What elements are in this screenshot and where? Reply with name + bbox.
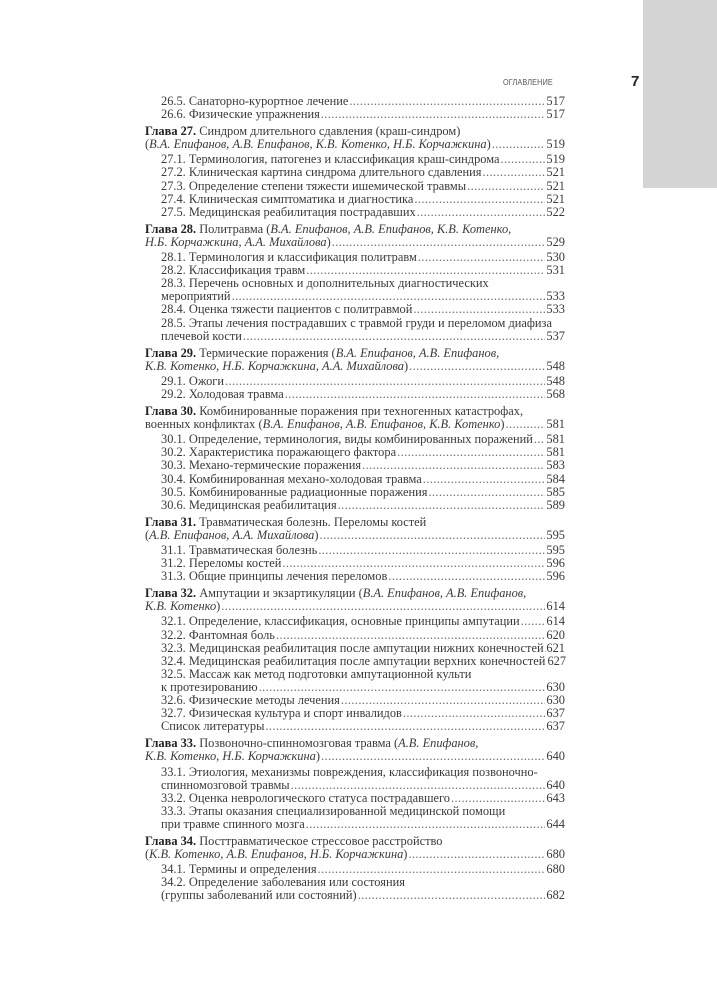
toc-text	[161, 889, 357, 902]
dot-leader	[534, 433, 546, 446]
dot-leader	[265, 720, 545, 733]
title-text: плечевой кости	[161, 328, 242, 343]
dot-leader	[409, 360, 545, 373]
toc-text	[161, 499, 337, 512]
dot-leader	[417, 206, 546, 219]
page-ref: 568	[546, 386, 565, 401]
authors-text: В.А. Епифанов, А.В. Епифанов, К.В. Котенко,	[270, 221, 512, 236]
section-entry[interactable]	[145, 720, 565, 733]
authors-text: А.В. Епифанов,	[398, 736, 479, 751]
toc-text	[161, 206, 416, 219]
title-text: 27.3. Определение степени тяжести ишемической травмы	[161, 178, 467, 193]
toc-line	[161, 206, 565, 219]
chapter-entry[interactable]	[145, 223, 565, 249]
chapter-label: Глава 33.	[145, 736, 197, 751]
section-entry[interactable]	[145, 805, 565, 831]
title-text: )	[326, 234, 331, 249]
page-ref: 637	[546, 719, 565, 734]
page-ref: 519	[546, 137, 565, 152]
dot-leader	[221, 600, 545, 613]
page-ref: 596	[546, 556, 565, 571]
page-ref: 596	[546, 569, 565, 584]
title-text: 27.1. Терминология, патогенез и классификация краш-синдрома	[161, 152, 500, 167]
chapter-label: Глава 29.	[145, 345, 197, 360]
authors-text: К.В. Котенко, Н.Б. Корчажкина	[145, 749, 316, 764]
section-entry[interactable]	[145, 388, 565, 401]
page-ref: 581	[546, 432, 565, 447]
page-ref: 531	[546, 263, 565, 278]
page-ref: 581	[546, 445, 565, 460]
toc-line	[145, 848, 565, 861]
chapter-label: Глава 27.	[145, 124, 197, 139]
title-text: (	[145, 527, 150, 542]
dot-leader	[467, 180, 545, 193]
toc-line	[161, 570, 565, 583]
page-ref: 637	[546, 706, 565, 721]
dot-leader	[285, 388, 546, 401]
dot-leader	[501, 153, 546, 166]
title-text: 34.1. Термины и определения	[161, 862, 317, 877]
toc-text	[161, 570, 387, 583]
page-ref: 585	[546, 484, 565, 499]
toc-text	[161, 330, 242, 343]
toc-text	[145, 600, 220, 613]
page-ref: 630	[546, 679, 565, 694]
dot-leader	[318, 544, 545, 557]
chapter-entry[interactable]	[145, 835, 565, 861]
title-text: (	[145, 847, 150, 862]
toc-line	[161, 388, 565, 401]
chapter-entry[interactable]	[145, 587, 565, 613]
page-ref: 584	[546, 471, 565, 486]
title-text: при травме спинного мозга	[161, 816, 305, 831]
toc-text	[145, 848, 407, 861]
toc-line	[145, 750, 565, 763]
page-ref: 614	[546, 614, 565, 629]
authors-text: А.В. Епифанов, А.А. Михайлова	[149, 527, 315, 542]
title-text: 29.1. Ожоги	[161, 373, 224, 388]
dot-leader	[388, 570, 545, 583]
title-text: 27.5. Медицинская реабилитация пострадавших	[161, 204, 416, 219]
chapter-label: Глава 28.	[145, 221, 197, 236]
title-text: 28.5. Этапы лечения пострадавших с травмой груди и переломом диафиза	[161, 315, 552, 330]
title-text: Список литературы	[161, 719, 265, 734]
toc-line	[161, 499, 565, 512]
toc-line	[161, 108, 565, 121]
chapter-entry[interactable]	[145, 347, 565, 373]
title-text: Ампутации и экзартикуляции (	[196, 586, 363, 601]
page-ref: 529	[546, 234, 565, 249]
page-ref: 517	[546, 94, 565, 108]
title-text: к протезированию	[161, 679, 258, 694]
title-text: 29.2. Холодовая травма	[161, 386, 284, 401]
title-text: 30.3. Механо-термические поражения	[161, 458, 362, 473]
chapter-group	[145, 223, 565, 343]
section-entry[interactable]	[145, 499, 565, 512]
title-text: 32.4. Медицинская реабилитация после ампутации верхних конечностей	[161, 653, 546, 668]
toc-text	[161, 388, 284, 401]
title-text: Травматическая болезнь. Переломы костей	[196, 514, 427, 529]
title-text: Комбинированные поражения при техногенных катастрофах,	[196, 404, 524, 419]
title-text: (группы заболеваний или состояний)	[161, 888, 357, 903]
toc-text	[161, 720, 264, 733]
dot-leader	[414, 193, 545, 206]
page-ref: 614	[546, 599, 565, 614]
authors-text: В.А. Епифанов, А.В. Епифанов,	[362, 586, 527, 601]
chapter-group	[145, 587, 565, 733]
toc-line	[145, 236, 565, 249]
dot-leader	[403, 707, 545, 720]
chapter-entry[interactable]	[145, 516, 565, 542]
dot-leader	[521, 615, 546, 628]
title-text: 32.6. Физические методы лечения	[161, 693, 340, 708]
title-text: 28.2. Классификация травм	[161, 263, 306, 278]
page-ref: 548	[546, 373, 565, 388]
page-ref: 537	[546, 328, 565, 343]
dot-leader	[306, 818, 546, 831]
title-text: 33.2. Оценка неврологического статуса пострадавшего	[161, 790, 451, 805]
title-text: Термические поражения (	[196, 345, 336, 360]
toc-line	[145, 529, 565, 542]
dot-leader	[423, 473, 546, 486]
title-text: 26.5. Санаторно-курортное лечение	[161, 94, 349, 108]
dot-leader	[483, 166, 546, 179]
dot-leader	[321, 750, 545, 763]
section-entry[interactable]	[145, 668, 565, 694]
section-entry[interactable]	[145, 766, 565, 792]
title-text: спинномозговой травмы	[161, 777, 290, 792]
title-text: 32.7. Физическая культура и спорт инвалидов	[161, 706, 402, 721]
toc-line	[145, 600, 565, 613]
title-text: )	[500, 417, 505, 432]
page-ref: 644	[546, 816, 565, 831]
title-text: военных конфликтах (	[145, 417, 263, 432]
title-text: )	[486, 137, 491, 152]
dot-leader	[358, 889, 546, 902]
page-ref: 521	[546, 165, 565, 180]
title-text: 30.5. Комбинированные радиационные поражения	[161, 484, 428, 499]
title-text: 28.3. Перечень основных и дополнительных диагностических	[161, 276, 489, 291]
page-ref: 682	[546, 888, 565, 903]
authors-text: К.В. Котенко, А.В. Епифанов, Н.Б. Корчажкина	[149, 847, 404, 862]
dot-leader	[349, 95, 545, 108]
page-ref: 640	[546, 777, 565, 792]
title-text: 33.1. Этиология, механизмы повреждения, классификация позвоночно-	[161, 764, 538, 779]
title-text: 30.2. Характеристика поражающего фактора	[161, 445, 397, 460]
chapter-group	[145, 95, 565, 121]
chapter-label: Глава 30.	[145, 404, 197, 419]
chapter-group	[145, 405, 565, 512]
title-text: )	[403, 847, 408, 862]
page-ref: 521	[546, 178, 565, 193]
toc-text	[145, 750, 320, 763]
title-text: 30.6. Медицинская реабилитация	[161, 497, 337, 512]
dot-leader	[418, 251, 546, 264]
title-text: Синдром длительного сдавления (краш-синдром)	[196, 124, 461, 139]
section-entry[interactable]	[145, 206, 565, 219]
chapter-group	[145, 516, 565, 583]
authors-text: Н.Б. Корчажкина, А.А. Михайлова	[145, 234, 327, 249]
chapter-entry[interactable]	[145, 125, 565, 151]
page-ref: 530	[546, 250, 565, 265]
toc-text	[145, 418, 505, 431]
title-text: 26.6. Физические упражнения	[161, 107, 320, 122]
title-text: Посттравматическое стрессовое расстройство	[196, 833, 443, 848]
toc-line	[145, 360, 565, 373]
dot-leader	[320, 529, 546, 542]
toc-text	[145, 138, 491, 151]
section-entry[interactable]	[145, 108, 565, 121]
page-ref: 519	[546, 152, 565, 167]
dot-leader	[492, 138, 546, 151]
authors-text: В.А. Епифанов, А.В. Епифанов,	[335, 345, 500, 360]
page-ref: 627	[547, 653, 567, 668]
chapter-label: Глава 32.	[145, 586, 197, 601]
title-text: 31.1. Травматическая болезнь	[161, 543, 318, 557]
dot-leader	[338, 499, 546, 512]
page-number: 7	[631, 73, 640, 90]
section-entry[interactable]	[145, 277, 565, 303]
chapter-entry[interactable]	[145, 405, 565, 431]
title-text: 31.2. Переломы костей	[161, 556, 282, 571]
running-header: ОГЛАВЛЕНИЕ	[503, 77, 553, 87]
table-of-contents	[145, 95, 565, 902]
page-ref: 521	[546, 191, 565, 206]
page-ref: 630	[546, 693, 565, 708]
page-ref: 643	[546, 790, 565, 805]
authors-text: В.А. Епифанов, А.В. Епифанов, К.В. Котенко, Н.Б. Корчажкина	[149, 137, 487, 152]
title-text: 32.5. Массаж как метод подготовки ампутационной культи	[161, 666, 472, 681]
title-text: 28.1. Терминология и классификация политравм	[161, 250, 417, 265]
page-ref: 583	[546, 458, 565, 473]
title-text: 30.1. Определение, терминология, виды комбинированных поражений	[161, 432, 533, 447]
title-text: Политравма (	[196, 221, 271, 236]
toc-line	[161, 720, 565, 733]
title-text: 32.2. Фантомная боль	[161, 627, 275, 642]
toc-line	[145, 138, 565, 151]
chapter-label: Глава 34.	[145, 833, 197, 848]
authors-text: В.А. Епифанов, А.В. Епифанов, К.В. Котенко	[262, 417, 501, 432]
page-ref: 680	[546, 862, 565, 877]
title-text: )	[403, 358, 409, 373]
title-text: 33.3. Этапы оказания специализированной медицинской помощи	[161, 803, 506, 818]
section-entry[interactable]	[145, 570, 565, 583]
dot-leader	[321, 108, 546, 121]
page-ref: 581	[546, 417, 565, 432]
title-text: )	[314, 527, 319, 542]
chapter-group	[145, 347, 565, 401]
page-ref: 640	[546, 749, 565, 764]
authors-text: К.В. Котенко, Н.Б. Корчажкина, А.А. Михайлова	[145, 358, 404, 373]
chapter-group	[145, 737, 565, 831]
dot-leader	[408, 848, 545, 861]
toc-text	[161, 108, 320, 121]
page-ref: 517	[546, 107, 565, 122]
section-entry[interactable]	[145, 317, 565, 343]
page-ref: 533	[546, 302, 565, 317]
toc-text	[145, 236, 331, 249]
page-ref: 548	[546, 358, 565, 373]
title-text: 27.4. Клиническая симптоматика и диагностика	[161, 191, 414, 206]
dot-leader	[428, 486, 545, 499]
dot-leader	[332, 236, 546, 249]
title-text: )	[315, 749, 320, 764]
toc-text	[161, 818, 305, 831]
title-text: Позвоночно-спинномозговая травма (	[196, 736, 399, 751]
title-text: )	[216, 599, 221, 614]
page-ref: 589	[546, 497, 565, 512]
dot-leader	[397, 446, 545, 459]
chapter-group	[145, 125, 565, 219]
toc-line	[161, 330, 565, 343]
authors-text: К.В. Котенко	[145, 599, 217, 614]
page-ref: 621	[546, 640, 565, 655]
title-text: 31.3. Общие принципы лечения переломов	[161, 569, 388, 584]
page-ref: 620	[546, 627, 565, 642]
dot-leader	[506, 418, 546, 431]
dot-leader	[243, 330, 546, 343]
toc-text	[145, 529, 319, 542]
title-text: (	[145, 137, 150, 152]
page-ref: 533	[546, 289, 565, 304]
page-ref: 522	[546, 204, 565, 219]
title-text: 27.2. Клиническая картина синдрома длительного сдавления	[161, 165, 482, 180]
chapter-label: Глава 31.	[145, 514, 197, 529]
chapter-group	[145, 835, 565, 902]
toc-line	[161, 818, 565, 831]
section-thumb-tab	[643, 0, 717, 188]
page-ref: 595	[546, 543, 565, 557]
title-text: 30.4. Комбинированная механо-холодовая травма	[161, 471, 422, 486]
page-ref: 595	[546, 527, 565, 542]
title-text: мероприятий	[161, 289, 231, 304]
page-ref: 680	[546, 847, 565, 862]
title-text: 32.1. Определение, классификация, основные принципы ампутации	[161, 614, 520, 629]
chapter-entry[interactable]	[145, 737, 565, 763]
toc-line	[161, 889, 565, 902]
section-entry[interactable]	[145, 876, 565, 902]
title-text: 32.3. Медицинская реабилитация после ампутации нижних конечностей	[161, 640, 544, 655]
toc-line	[145, 418, 565, 431]
toc-text	[145, 360, 408, 373]
title-text: 34.2. Определение заболевания или состояния	[161, 875, 405, 890]
title-text: 28.4. Оценка тяжести пациентов с политравмой	[161, 302, 413, 317]
